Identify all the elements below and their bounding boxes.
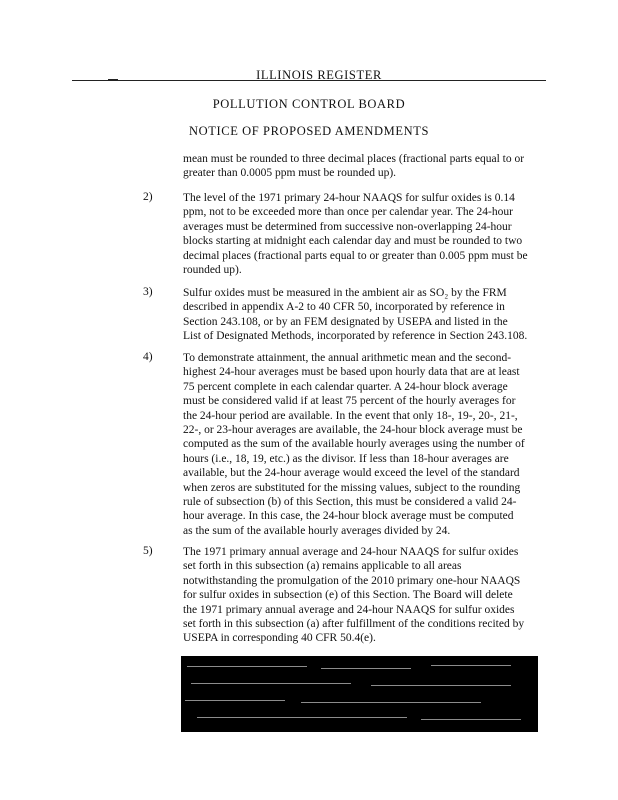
redacted-block: [181, 656, 538, 732]
text-line: notwithstanding the promulgation of the 2010 primary one-hour NAAQS: [183, 574, 521, 587]
continuation-paragraph: [183, 152, 545, 181]
item-number: 4): [143, 351, 153, 363]
text-line: hours (i.e., 18, 19, etc.) as the divisor. If less than 18-hour averages are: [183, 452, 509, 465]
text-line: hour average. In this case, the 24-hour block average must be computed: [183, 510, 514, 523]
text-line: described in appendix A-2 to 40 CFR 50, incorporated by reference in: [183, 301, 505, 314]
text-line: 22-, or 23-hour averages are available, the 24-hour block average must be: [183, 424, 523, 437]
text-line: The 1971 primary annual average and 24-hour NAAQS for sulfur oxides: [183, 546, 519, 558]
text-line: The level of the 1971 primary 24-hour NAAQS for sulfur oxides is 0.14: [183, 192, 515, 204]
text-line: 75 percent complete in each calendar quarter. A 24-hour block average: [183, 380, 508, 393]
register-title: ILLINOIS REGISTER: [256, 68, 382, 82]
text-line: available, but the 24-hour average would exceed the level of the standard: [183, 467, 520, 480]
item-paragraph: [183, 286, 545, 344]
text-line: rounded up).: [183, 264, 242, 277]
text-line: List of Designated Methods, incorporated by reference in Section 243.108.: [183, 330, 528, 343]
text-line: averages must be determined from successive non-overlapping 24-hour: [183, 220, 512, 233]
text-line: highest 24-hour averages must be based upon hourly data that are at least: [183, 366, 520, 379]
text-line: set forth in this subsection (a) remains applicable to all areas: [183, 560, 462, 573]
text-line: rule of subsection (b) of this Section, this must be considered a valid 24-: [183, 496, 517, 509]
text-line: mean must be rounded to three decimal places (fractional parts equal to or: [183, 153, 525, 165]
item-number: 2): [143, 191, 153, 203]
text-line: computed as the sum of the available hourly averages using the number of: [183, 438, 525, 451]
text-line: blocks starting at midnight each calendar day and must be rounded to two: [183, 235, 523, 248]
text-line: must be considered valid if at least 75 percent of the hourly averages for: [183, 395, 516, 408]
item-paragraph: [183, 351, 545, 538]
item-number: 3): [143, 286, 153, 298]
text-line: ppm, not to be exceeded more than once per calendar year. The 24-hour: [183, 206, 513, 219]
text-line: the 24-hour period are available. In the event that only 18-, 19-, 20-, 21-,: [183, 409, 518, 422]
item-number: 5): [143, 545, 153, 557]
text-line: when zeros are substituted for the missing values, subject to the rounding: [183, 481, 521, 494]
text-line: Section 243.108, or by an FEM designated by USEPA and listed in the: [183, 315, 508, 328]
item-paragraph: [183, 545, 545, 646]
text-line: Sulfur oxides must be measured in the ambient air as SO₂ by the FRM: [183, 287, 507, 299]
notice-title: NOTICE OF PROPOSED AMENDMENTS: [189, 124, 429, 138]
text-line: To demonstrate attainment, the annual arithmetic mean and the second-: [183, 352, 512, 364]
board-title: POLLUTION CONTROL BOARD: [212, 97, 406, 111]
item-paragraph: [183, 191, 545, 277]
text-line: USEPA in corresponding 40 CFR 50.4(e).: [183, 632, 376, 645]
text-line: greater than 0.0005 ppm must be rounded up).: [183, 167, 397, 180]
text-line: the 1971 primary annual average and 24-hour NAAQS for sulfur oxides: [183, 603, 515, 616]
text-line: for sulfur oxides in subsection (e) of this Section. The Board will delete: [183, 589, 513, 602]
text-line: decimal places (fractional parts equal to or greater than 0.005 ppm must be: [183, 249, 528, 262]
text-line: as the sum of the available hourly averages divided by 24.: [183, 524, 451, 537]
text-line: set forth in this subsection (a) after fulfillment of the conditions recited by: [183, 618, 525, 631]
